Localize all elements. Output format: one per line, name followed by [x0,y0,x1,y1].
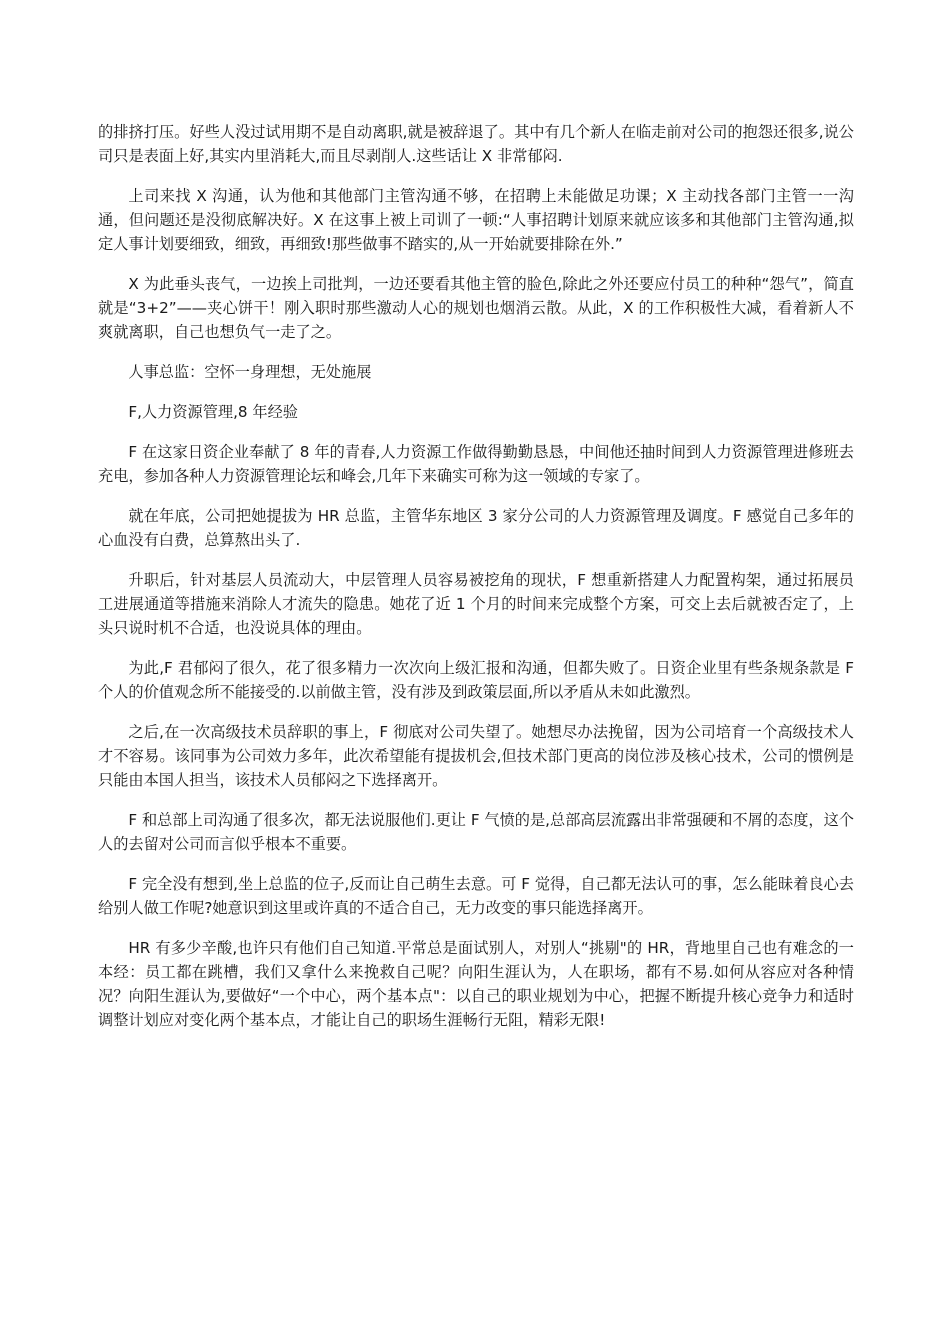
paragraph-f-headquarters: F 和总部上司沟通了很多次，都无法说服他们.更让 F 气愤的是,总部高层流露出非常强硬和不屑的态度，这个人的去留对公司而言似乎根本不重要。 [98,811,854,853]
paragraph-supervisor-communication: 上司来找 X 沟通，认为他和其他部门主管沟通不够，在招聘上未能做足功课；X 主动找各部门主管一一沟通，但问题还是没彻底解决好。X 在这事上被上司训了一顿:“人事招聘计划原来就应该多和其他部门主管沟通,拟定人事计划要细致，细致，再细致!那些做事不踏实的,从一开始就要排除在外.” [98,187,854,253]
paragraph-f-leaving: F 完全没有想到,坐上总监的位子,反而让自己萌生去意。可 F 觉得，自己都无法认可的事，怎么能昧着良心去给别人做工作呢?她意识到这里或许真的不适合自己，无力改变的事只能选择离开。 [98,875,854,917]
section-subheading-f-profile: F,人力资源管理,8 年经验 [128,403,298,421]
paragraph-f-background: F 在这家日资企业奉献了 8 年的青春,人力资源工作做得勤勤恳恳，中间他还抽时间到人力资源管理进修班去充电，参加各种人力资源管理论坛和峰会,几年下来确实可称为这一领域的专家了。 [98,443,854,485]
paragraph-f-promotion: 就在年底，公司把她提拔为 HR 总监，主管华东地区 3 家分公司的人力资源管理及调度。F 感觉自己多年的心血没有白费，总算熬出头了. [98,507,854,549]
paragraph-x-frustration: X 为此垂头丧气，一边挨上司批判，一边还要看其他主管的脸色,除此之外还要应付员工的种种“怨气”，简直就是“3+2”——夹心饼干！刚入职时那些激动人心的规划也烟消云散。从此，X 的工作积极性大减，看着新人不爽就离职，自己也想负气一走了之。 [98,275,854,341]
section-heading-hr-director: 人事总监：空怀一身理想，无处施展 [128,363,372,381]
paragraph-f-conflict: 为此,F 君郁闷了很久，花了很多精力一次次向上级汇报和沟通，但都失败了。日资企业里有些条规条款是 F 个人的价值观念所不能接受的.以前做主管，没有涉及到政策层面,所以矛盾从未如此激烈。 [98,659,854,701]
document-body [98,120,854,1048]
paragraph-f-disappointment: 之后,在一次高级技术员辞职的事上，F 彻底对公司失望了。她想尽办法挽留，因为公司培育一个高级技术人才不容易。该同事为公司效力多年，此次希望能有提拔机会,但技术部门更高的岗位涉及核心技术，公司的惯例是只能由本国人担当，该技术人员郁闷之下选择离开。 [98,723,854,789]
paragraph-conclusion: HR 有多少辛酸,也许只有他们自己知道.平常总是面试别人，对别人“挑剔"的 HR，背地里自己也有难念的一本经：员工都在跳槽，我们又拿什么来挽救自己呢？向阳生涯认为，人在职场，都有不易.如何从容应对各种情况？向阳生涯认为,要做好“一个中心，两个基本点"：以自己的职业规划为中心，把握不断提升核心竞争力和适时调整计划应对变化两个基本点，才能让自己的职场生涯畅行无阻，精彩无限! [98,939,854,1029]
paragraph-f-plan-rejected: 升职后，针对基层人员流动大，中层管理人员容易被挖角的现状，F 想重新搭建人力配置构架，通过拓展员工进展通道等措施来消除人才流失的隐患。她花了近 1 个月的时间来完成整个方案，可交上去后就被否定了，上头只说时机不合适，也没说具体的理由。 [98,571,854,637]
paragraph-continuation: 的排挤打压。好些人没过试用期不是自动离职,就是被辞退了。其中有几个新人在临走前对公司的抱怨还很多,说公司只是表面上好,其实内里消耗大,而且尽剥削人.这些话让 X 非常郁闷. [98,123,854,165]
